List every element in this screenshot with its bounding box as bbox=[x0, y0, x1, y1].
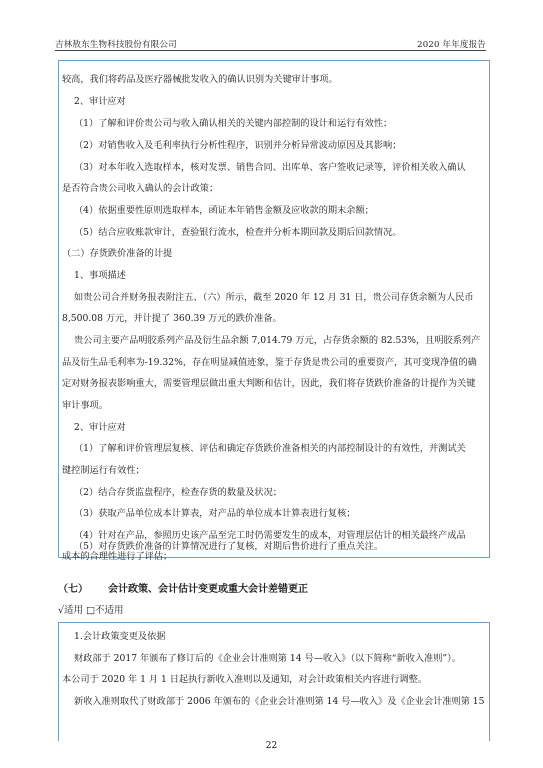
page-number: 22 bbox=[265, 741, 278, 751]
body-line: 审计事项。 bbox=[62, 400, 108, 411]
section-number: （七） bbox=[58, 584, 88, 595]
body-line: 本公司于 2020 年 1 月 1 日起执行新收入准则以及通知，对会计政策相关内容进行调整。 bbox=[62, 674, 427, 685]
body-line: （1）了解和评价管理层复核、评估和确定存货跌价准备相关的内部控制设计的有效性，并测试关 bbox=[74, 443, 466, 454]
subheading-audit-response: 2、审计应对 bbox=[74, 96, 126, 107]
body-line: （2）对销售收入及毛利率执行分析性程序，识别并分析异常波动原因及其影响； bbox=[74, 140, 402, 151]
body-line: （5）对存货跌价准备的计算情况进行了复核，对期后售价进行了重点关注。 bbox=[74, 541, 384, 552]
header-report-title: 2020 年年度报告 bbox=[417, 40, 486, 50]
body-line: 如贵公司合并财务报表附注五、（六）所示，截至 2020 年 12 月 31 日，贵公司存货余额为人民币 bbox=[74, 292, 474, 303]
body-line: 贵公司主要产品明胶系列产品及衍生品余额 7,014.79 万元，占存货余额的 82.53%，且明胶系列产 bbox=[74, 335, 481, 346]
header-company: 吉林敖东生物科技股份有限公司 bbox=[55, 40, 177, 50]
body-line: 键控制运行有效性； bbox=[62, 465, 145, 476]
subheading-audit-response: 2、审计应对 bbox=[74, 422, 126, 433]
body-line: 是否符合贵公司收入确认的会计政策； bbox=[62, 183, 219, 194]
body-line: 新收入准则取代了财政部于 2006 年颁布的《企业会计准则第 14 号—收入》及《企业会计准则第 15 bbox=[74, 696, 485, 707]
body-line: 成本的合理性进行了评估； bbox=[62, 551, 173, 562]
body-line: 定对财务报表影响重大，需要管理层做出重大判断和估计，因此，我们将存货跌价准备的计提作为关键 bbox=[62, 378, 476, 389]
audit-matters-box bbox=[58, 60, 490, 558]
body-line: （3）获取产品单位成本计算表，对产品的单位成本计算表进行复核； bbox=[74, 508, 356, 519]
body-line: （5）结合应收账款审计，查验银行流水，检查并分析本期回款及期后回款情况。 bbox=[74, 227, 402, 238]
body-line: 财政部于 2017 年颁布了修订后的《企业会计准则第 14 号—收入》（以下简称“新收入准则”）。 bbox=[74, 653, 461, 664]
body-line: （4）针对在产品，参照历史该产品至完工时仍需要发生的成本，对管理层估计的相关最终产成品 bbox=[74, 530, 466, 541]
section-title: 会计政策、会计估计变更或重大会计差错更正 bbox=[108, 584, 308, 595]
header-divider bbox=[55, 50, 486, 51]
body-line: 品及衍生品毛利率为-19.32%，存在明显减值迹象，鉴于存货是贵公司的重要资产，其可变现净值的确 bbox=[62, 357, 477, 368]
body-line: （1）了解和评价贵公司与收入确认相关的关键内部控制的设计和运行有效性； bbox=[74, 118, 393, 129]
subheading-policy-change: 1.会计政策变更及依据 bbox=[74, 631, 166, 642]
body-line: 8,500.08 万元，并计提了 360.39 万元的跌价准备。 bbox=[62, 313, 282, 324]
subheading-matter-description: 1、事项描述 bbox=[74, 270, 126, 281]
section-heading bbox=[58, 580, 308, 595]
body-line: 较高，我们将药品及医疗器械批发收入的确认识别为关键审计事项。 bbox=[62, 74, 338, 85]
applicable-checkbox-line: √适用 □不适用 bbox=[58, 605, 124, 616]
body-line: （3）对本年收入选取样本，核对发票、销售合同、出库单、客户签收记录等，评价相关收入确认 bbox=[74, 162, 466, 173]
body-line: （2）结合存货监盘程序，检查存货的数量及状况； bbox=[74, 487, 282, 498]
body-line: （4）依据重要性原则选取样本，函证本年销售金额及应收款的期末余额； bbox=[74, 205, 374, 216]
subheading-inventory-impairment: （二）存货跌价准备的计提 bbox=[62, 248, 173, 259]
